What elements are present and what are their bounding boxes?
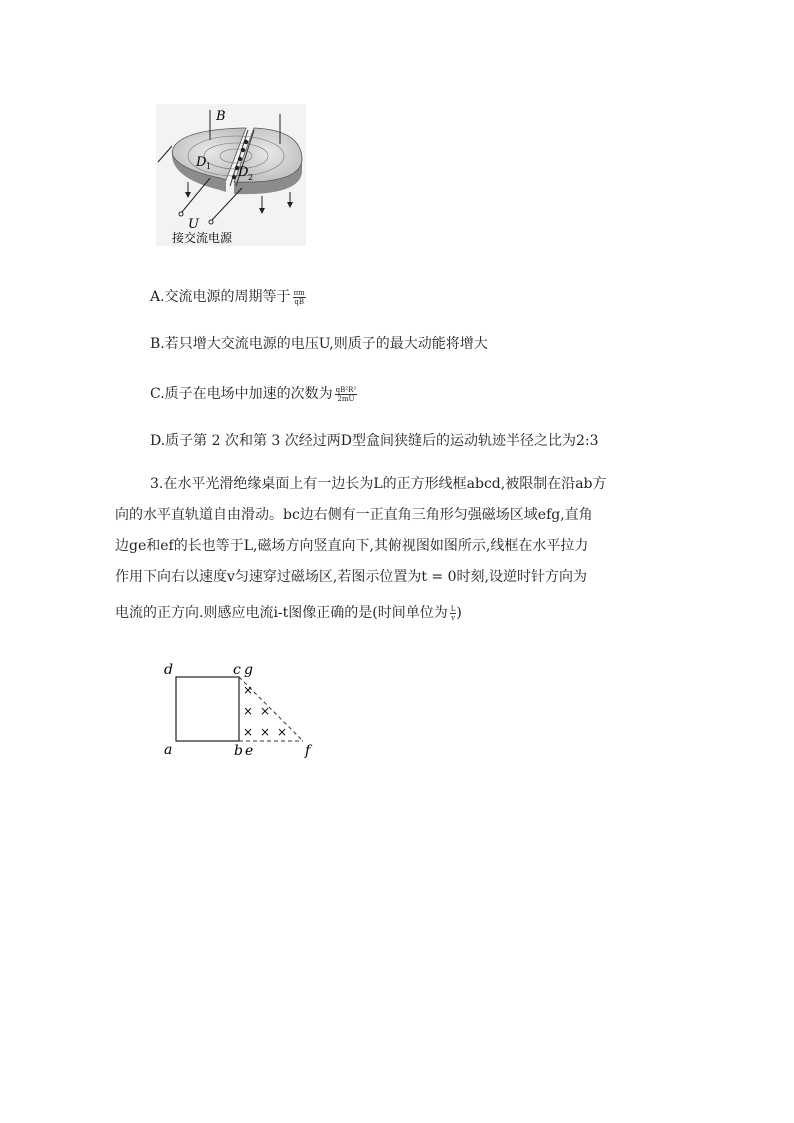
label-d: d [164,662,173,678]
option-c [150,381,357,407]
particle-2 [241,148,245,152]
question3-line5 [115,600,462,626]
field-cross-1: × [243,683,254,697]
option-a-text: A.交流电源的周期等于 [150,289,291,305]
question3-line2: 向的水平直轨道自由滑动。bc边右侧有一正直角三角形匀强磁场区域efg,直角 [115,507,593,523]
label-d2-sub: 2 [248,173,254,182]
label-b: B [216,109,226,124]
square-frame-abcd [176,677,239,741]
time-unit-denominator: v [451,613,456,622]
field-cross-3: × [260,704,271,718]
question3-line5-end: ) [456,605,462,621]
option-c-text: C.质子在电场中加速的次数为 [150,386,333,402]
option-d: D.质子第 2 次和第 3 次经过两D型盒间狭缝后的运动轨迹半径之比为2:3 [150,433,599,449]
terminal-left [179,212,183,216]
frame-field-diagram [150,650,320,765]
time-unit-numerator: L [450,604,456,613]
label-d1: D [196,155,207,170]
option-a-fraction [293,289,306,306]
option-c-fraction [335,386,358,403]
option-c-fraction-denominator: 2mU [337,394,355,403]
terminal-right [209,220,213,224]
label-f: f [305,743,311,759]
cyclotron-figure [150,100,308,250]
cyclotron-diagram [150,100,308,250]
label-b: b [234,743,243,759]
label-u: U [188,217,199,232]
question3-line3: 边ge和ef的长也等于L,磁场方向竖直向下,其俯视图如图所示,线框在水平拉力 [115,538,589,554]
field-cross-4: × [243,725,254,739]
frame-figure [150,650,320,765]
label-e: e [245,743,254,759]
caption-ac-source: 接交流电源 [172,231,233,245]
option-b: B.若只增大交流电源的电压U,则质子的最大动能将增大 [150,336,488,352]
field-cross-5: × [260,725,271,739]
option-c-fraction-numerator: qB²R² [335,385,357,394]
option-a [150,284,306,310]
option-a-fraction-numerator: πm [293,288,305,297]
field-cross-2: × [243,704,254,718]
field-cross-6: × [277,725,288,739]
particle-5 [232,175,236,179]
particle-3 [238,157,242,161]
question3-line5-text: 电流的正方向.则感应电流i-t图像正确的是(时间单位为 [115,605,448,621]
label-d2: D [238,165,249,180]
option-a-fraction-denominator: qB [294,297,304,306]
question3-line4: 作用下向右以速度v匀速穿过磁场区,若图示位置为t = 0时刻,设逆时针方向为 [115,569,587,585]
label-d1-sub: 1 [206,162,212,171]
particle-1 [244,140,248,144]
label-a: a [164,742,173,758]
question3-line1: 3.在水平光滑绝缘桌面上有一边长为L的正方形线框abcd,被限制在沿ab方 [150,476,607,492]
label-c: c [233,662,241,678]
label-g: g [244,662,253,678]
